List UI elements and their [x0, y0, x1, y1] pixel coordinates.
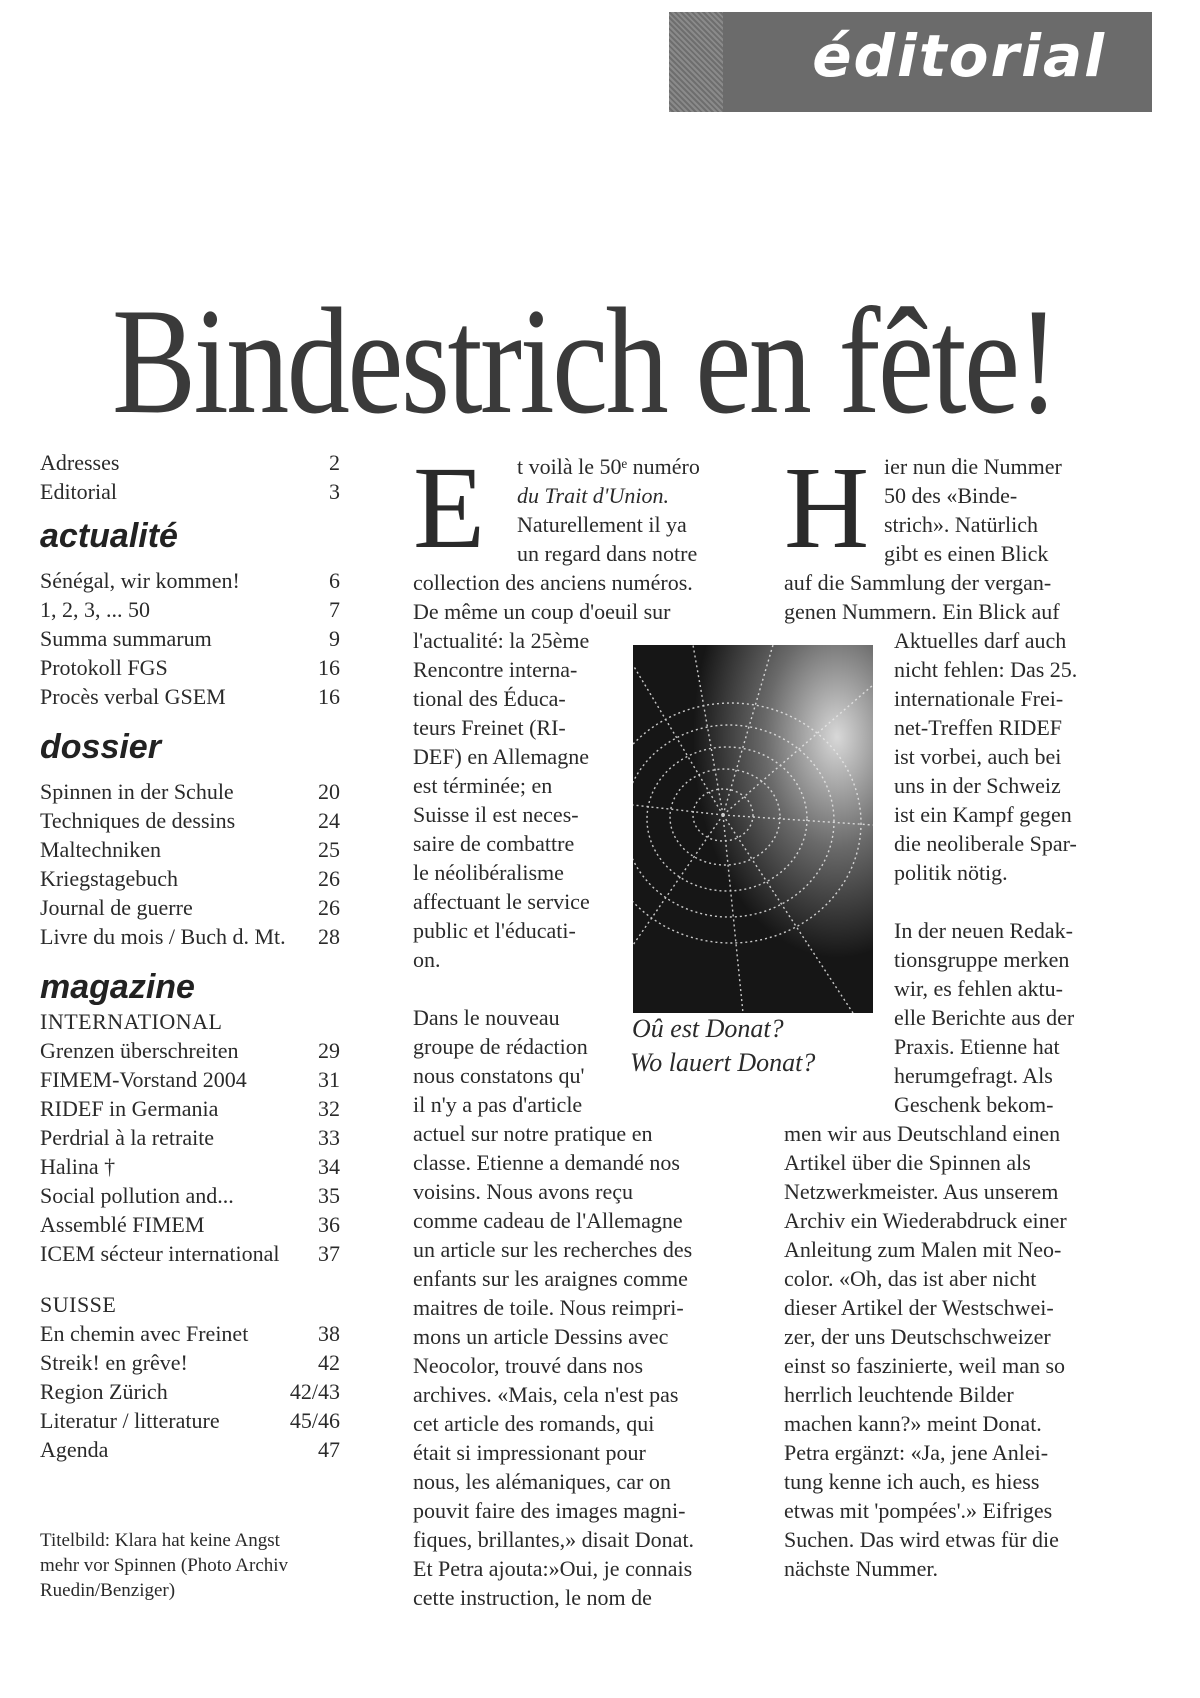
french-dropcap: E — [413, 442, 486, 573]
toc-row: Sénégal, wir kommen! 6 — [40, 568, 340, 593]
toc-row: RIDEF in Germania 32 — [40, 1096, 340, 1121]
toc-row: Halina † 34 — [40, 1154, 340, 1179]
toc-subsection-suisse: SUISSE — [40, 1292, 117, 1317]
toc-row: Editorial 3 — [40, 479, 340, 504]
toc-row: Journal de guerre 26 — [40, 895, 340, 920]
french-article: t voilà le 50ᵉ numéro du Trait d'Union. Naturellement il ya un regard dans notre collection des anciens numéros. De même un coup d'oeuil sur l'actualité: la 25ème Rencontre interna- tional des Éduca- teurs Freinet (RI- DEF) en Allemagne est términée; en Suisse il est neces- saire de combattre le néolibéralisme affectuant le service public et l'éducati- on. Dans le nouveau groupe de rédaction nous constatons qu' il n'y a pas d'article actuel sur notre pratique en classe. Etienne a demandé nos voisins. Nous avons reçu comme cadeau de l'Allemagne un article sur les recherches des enfants sur les araignes comme maitres de toile. Nous reimpri- mons un article Dessins avec Neocolor, trouvé dans nos archives. «Mais, cela n'est pas cet article des romands, qui était si impressionant pour nous, les alémaniques, car on pouvit faire des images magni- fiques, brillantes,» disait Donat. Et Petra ajouta:»Oui, je connais cette instruction, le nom de — [413, 454, 700, 1610]
toc-row: En chemin avec Freinet 38 — [40, 1321, 340, 1346]
german-article: ier nun die Nummer 50 des «Binde- strich». Natürlich gibt es einen Blick auf die Sammlung der vergan- genen Nummern. Ein Blick auf Aktuelles darf auch nicht fehlen: Das 25. internationale Frei- net-Treffen RIDEF ist vorbei, auch bei uns in der Schweiz ist ein Kampf gegen die neoliberale Spar- politik nötig. In der neuen Redak- tionsgruppe merken wir, es fehlen aktu- elle Berichte aus der Praxis. Etienne hat herumgefragt. Als Geschenk bekom- men wir aus Deutschland einen Artikel über die Spinnen als Netzwerkmeister. Aus unserem Archiv ein Wiederabdruck einer Anleitung zum Malen mit Neo- color. «Oh, das ist aber nicht dieser Artikel der Westschwei- zer, der uns Deutschschweizer einst so faszinierte, weil man so herrlich leuchtende Bilder machen kann?» meint Donat. Petra ergänzt: «Ja, jene Anlei- tung kenne ich auch, es hiess etwas mit 'pompées'.» Eifriges Suchen. Das wird etwas für die nächste Nummer. — [784, 454, 1078, 1581]
toc-row: Procès verbal GSEM 16 — [40, 684, 340, 709]
toc-row: Perdrial à la retraite 33 — [40, 1125, 340, 1150]
toc-row: Summa summarum 9 — [40, 626, 340, 651]
toc-row: Kriegstagebuch 26 — [40, 866, 340, 891]
toc-row: Adresses 2 — [40, 450, 340, 475]
toc-row: Agenda 47 — [40, 1437, 340, 1462]
section-banner — [669, 12, 1152, 112]
toc-row: Streik! en grêve! 42 — [40, 1350, 340, 1375]
headline: Bindestrich en fête! — [112, 277, 1058, 445]
toc-row: Region Zürich 42/43 — [40, 1379, 340, 1404]
toc-row: FIMEM-Vorstand 2004 31 — [40, 1067, 340, 1092]
toc-row: 1, 2, 3, ... 50 7 — [40, 597, 340, 622]
photo-caption: Oû est Donat? Wo lauert Donat? — [630, 1014, 816, 1077]
table-of-contents — [40, 448, 340, 1464]
toc-row: Techniques de dessins 24 — [40, 808, 340, 833]
cover-credit: Titelbild: Klara hat keine Angst mehr vor Spinnen (Photo Archiv Ruedin/Benziger) — [40, 1530, 289, 1601]
toc-row: Grenzen überschreiten 29 — [40, 1038, 340, 1063]
toc-subsection-international: INTERNATIONAL — [40, 1009, 223, 1034]
banner-pattern — [669, 12, 723, 112]
toc-section-magazine: magazine — [40, 968, 195, 1006]
toc-section-dossier: dossier — [40, 728, 161, 766]
banner-label: éditorial — [812, 22, 1106, 90]
toc-row: Literatur / litterature 45/46 — [40, 1408, 340, 1433]
toc-row: Social pollution and... 35 — [40, 1183, 340, 1208]
toc-row: Maltechniken 25 — [40, 837, 340, 862]
toc-section-actualite: actualité — [40, 517, 178, 555]
toc-row: ICEM sécteur international 37 — [40, 1241, 340, 1266]
toc-row: Spinnen in der Schule 20 — [40, 779, 340, 804]
toc-row: Protokoll FGS 16 — [40, 655, 340, 680]
german-dropcap: H — [784, 442, 870, 573]
toc-row: Livre du mois / Buch d. Mt. 28 — [40, 924, 340, 949]
toc-row: Assemblé FIMEM 36 — [40, 1212, 340, 1237]
